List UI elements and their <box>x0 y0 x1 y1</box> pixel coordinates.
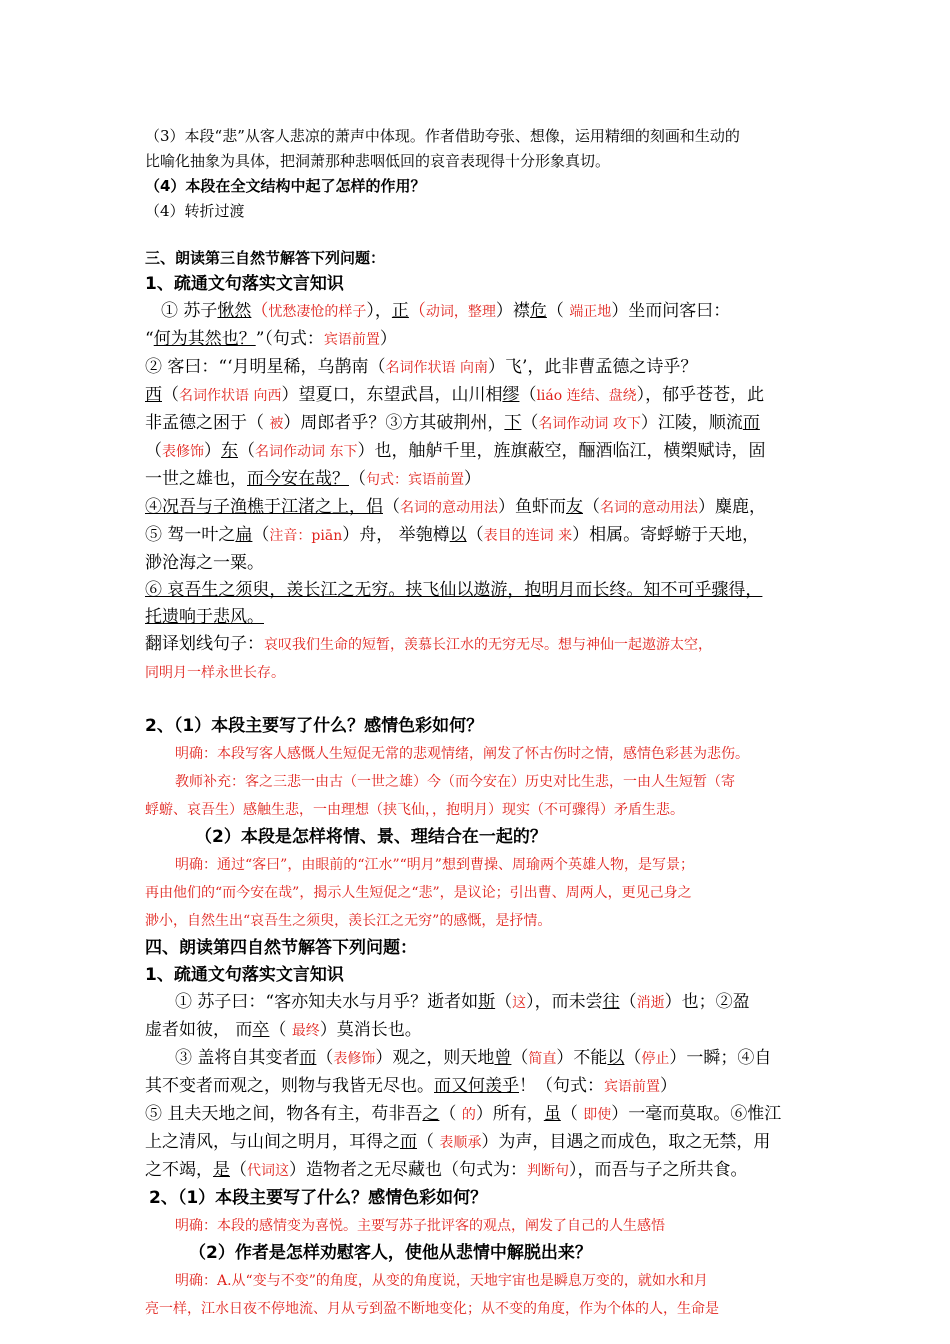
text-line: ⑤ 且夫天地之间，物各有主，苟非吾之（ 的）所有，虽（ 即使）一毫而莫取。⑥惟江 <box>145 1104 782 1124</box>
translation-line: 翻译划线句子：哀叹我们生命的短暂，羡慕长江水的无穷无尽。想与神仙一起遨游太空， <box>145 634 712 654</box>
answer-line: （4）转折过渡 <box>145 202 245 220</box>
text-line: ③ 盖将自其变者而（表修饰）观之，则天地曾（简直）不能以（停止）一瞬；④自 <box>175 1048 772 1068</box>
text-line: 非孟德之困于（ 被）周郎者乎？③方其破荆州，下（名词作动词 攻下）江陵，顺流而 <box>145 413 760 433</box>
text-line: 渺沧海之一粟。 <box>145 553 264 573</box>
text-line: ① 苏子愀然（忧愁凄怆的样子），正（动词，整理）襟危（ 端正地）坐而问客曰： <box>161 301 731 321</box>
text-line: 其不变者而观之，则物与我皆无尽也。而又何羡乎！（句式：宾语前置） <box>145 1076 677 1096</box>
answer-line: 教师补充：客之三悲一由古（一世之雄）今（而今安在）历史对比生悲，一由人生短暂（寄 <box>175 774 735 790</box>
paragraph-line: （3）本段“悲”从客人悲凉的萧声中体现。作者借助夸张、想像，运用精细的刻画和生动的 <box>145 127 740 145</box>
document-page <box>145 124 813 1323</box>
underlined-sentence: ⑥ 哀吾生之须臾，羡长江之无穷。挟飞仙以遨游，抱明月而长终。知不可乎骤得， <box>145 580 763 600</box>
text-line: “何为其然也？”（句式：宾语前置） <box>145 329 397 349</box>
question-heading: 2、（1）本段主要写了什么？感情色彩如何？ <box>145 716 484 736</box>
question-heading: （2）作者是怎样劝慰客人，使他从悲情中解脱出来？ <box>189 1243 592 1263</box>
text-line: ④况吾与子渔樵于江渚之上，侣（名词的意动用法）鱼虾而友（名词的意动用法）麋鹿， <box>145 497 766 517</box>
section-title: 三、朗读第三自然节解答下列问题： <box>145 249 386 267</box>
underlined-sentence: 托遗响于悲风。 <box>145 607 264 627</box>
text-line: （表修饰）东（名词作动词 东下）也，舳舻千里，旌旗蔽空，酾酒临江，横槊赋诗，固 <box>145 441 766 461</box>
text-line: 一世之雄也，而今安在哉？（句式：宾语前置） <box>145 469 481 489</box>
text-line: 之不竭，是（代词这）造物者之无尽藏也（句式为：判断句），而吾与子之所共食。 <box>145 1160 748 1180</box>
subsection-title: 1、疏通文句落实文言知识 <box>145 274 344 294</box>
text-line: ⑤ 驾一叶之扁（注音：piān）舟， 举匏樽以（表目的连词 来）相属。寄蜉蝣于天地， <box>145 525 760 545</box>
text-line: ① 苏子曰：“客亦知夫水与月乎？逝者如斯（这），而未尝往（消逝）也；②盈 <box>175 992 750 1012</box>
section-title: 四、朗读第四自然节解答下列问题： <box>145 938 417 958</box>
question-heading: 2、（1）本段主要写了什么？感情色彩如何？ <box>149 1188 488 1208</box>
text-line: 上之清风，与山间之明月，耳得之而（ 表顺承）为声，目遇之而成色，取之无禁，用 <box>145 1132 771 1152</box>
answer-line: 明确：通过“客曰”，由眼前的“江水”“明月”想到曹操、周瑜两个英雄人物，是写景； <box>175 857 694 873</box>
text-line: 西（名词作状语 向西）望夏口，东望武昌，山川相缪（liáo 连结、盘绕），郁乎苍苍，此 <box>145 385 765 405</box>
answer-line: 蜉蝣、哀吾生）感触生悲，一由理想（挟飞仙，，抱明月）现实（不可骤得）矛盾生悲。 <box>145 802 684 818</box>
translation-line: 同明月一样永世长存。 <box>145 665 285 681</box>
paragraph-line: 比喻化抽象为具体，把洞萧那种悲咽低回的哀音表现得十分形象真切。 <box>145 152 611 170</box>
answer-line: 明确：本段写客人感慨人生短促无常的悲观情绪，阐发了怀古伤时之情，感情色彩甚为悲伤。 <box>175 746 749 762</box>
question-heading: （4）本段在全文结构中起了怎样的作用？ <box>145 177 426 195</box>
question-heading: （2）本段是怎样将情、景、理结合在一起的？ <box>195 827 547 847</box>
answer-line: 明确：A.从“变与不变”的角度，从变的角度说，天地宇宙也是瞬息万变的，就如水和月 <box>175 1273 708 1289</box>
answer-line: 再由他们的“而今安在哉”，揭示人生短促之“悲”，是议论；引出曹、周两人，更见己身之 <box>145 885 692 901</box>
subsection-title: 1、疏通文句落实文言知识 <box>145 965 344 985</box>
text-line: ② 客曰：“‘月明星稀，乌鹊南（名词作状语 向南）飞’，此非曹孟德之诗乎？ <box>145 357 698 377</box>
text-line: 虚者如彼， 而卒（ 最终）莫消长也。 <box>145 1020 422 1040</box>
answer-line: 明确：本段的感情变为喜悦。主要写苏子批评客的观点，阐发了自己的人生感悟 <box>175 1218 665 1234</box>
answer-line: 亮一样，江水日夜不停地流、月从亏到盈不断地变化；从不变的角度，作为个体的人，生命是 <box>145 1301 719 1317</box>
answer-line: 渺小，自然生出“哀吾生之须臾，羡长江之无穷”的感慨，是抒情。 <box>145 913 552 929</box>
